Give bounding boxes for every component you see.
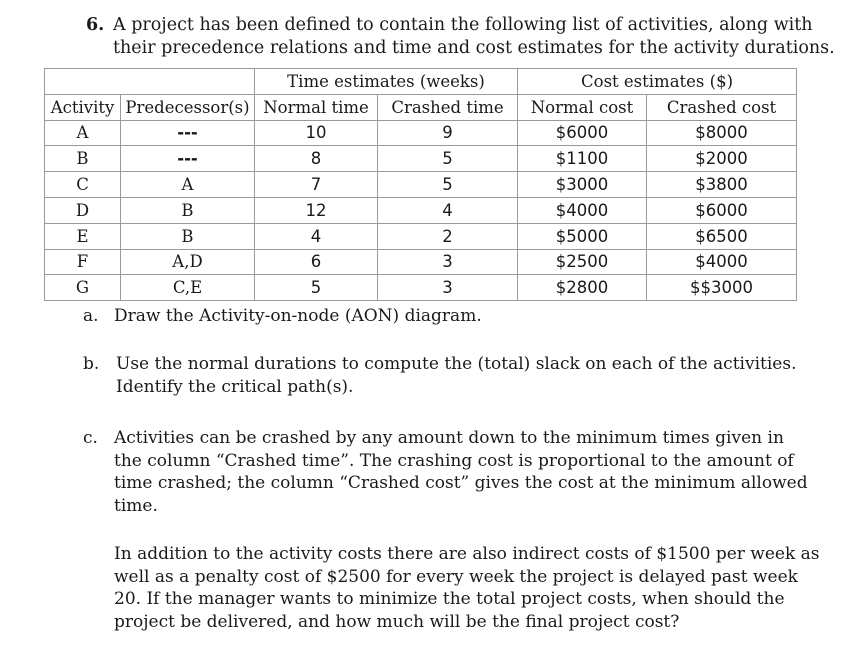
- cell-crashed-cost: $4000: [647, 249, 797, 275]
- cell-activity: E: [45, 223, 121, 249]
- cell-crashed-cost: $6000: [647, 197, 797, 223]
- cell-predecessors: A,D: [121, 249, 255, 275]
- cell-normal-time: 10: [255, 120, 378, 146]
- header-blank: [45, 69, 255, 95]
- cell-activity: B: [45, 146, 121, 172]
- cell-predecessors: C,E: [121, 275, 255, 301]
- problem-number: 6.: [86, 15, 105, 35]
- cost-estimates-header: Cost estimates ($): [518, 69, 797, 95]
- cell-normal-cost: $2800: [518, 275, 647, 301]
- cell-crashed-time: 3: [378, 249, 518, 275]
- cell-activity: A: [45, 120, 121, 146]
- cell-predecessors: B: [121, 223, 255, 249]
- cell-crashed-cost: $8000: [647, 120, 797, 146]
- cell-crashed-cost: $$3000: [647, 275, 797, 301]
- cell-normal-time: 12: [255, 197, 378, 223]
- table-row: [45, 197, 797, 223]
- col-normal-time: Normal time: [255, 94, 378, 120]
- col-crashed-time: Crashed time: [378, 94, 518, 120]
- part-c-label: c.: [83, 428, 98, 448]
- cell-crashed-time: 4: [378, 197, 518, 223]
- cell-normal-time: 5: [255, 275, 378, 301]
- cell-crashed-cost: $3800: [647, 172, 797, 198]
- intro-line-2: their precedence relations and time and cost estimates for the activity durations.: [113, 38, 835, 58]
- column-header-row: [45, 94, 797, 120]
- cell-normal-time: 8: [255, 146, 378, 172]
- table-row: [45, 275, 797, 301]
- time-estimates-header: Time estimates (weeks): [255, 69, 518, 95]
- cell-crashed-cost: $6500: [647, 223, 797, 249]
- group-header-row: [45, 69, 797, 95]
- cell-normal-cost: $2500: [518, 249, 647, 275]
- part-c-text: Activities can be crashed by any amount down to the minimum times given in the column “Crashed time”. The crashing cost is proportional to the amount of time crashed; the column “Crashed cost” gives the cost at the minimum allowed time.: [114, 428, 808, 516]
- col-crashed-cost: Crashed cost: [647, 94, 797, 120]
- table-row: [45, 223, 797, 249]
- part-a-label: a.: [83, 306, 99, 326]
- cell-crashed-time: 5: [378, 146, 518, 172]
- cell-normal-cost: $3000: [518, 172, 647, 198]
- part-b-text: Use the normal durations to compute the (total) slack on each of the activities. Identify the critical path(s).: [116, 354, 797, 397]
- part-a-text: Draw the Activity-on-node (AON) diagram.: [114, 306, 482, 326]
- cell-predecessors: B: [121, 197, 255, 223]
- cell-crashed-time: 9: [378, 120, 518, 146]
- cell-normal-time: 7: [255, 172, 378, 198]
- table-row: [45, 146, 797, 172]
- col-normal-cost: Normal cost: [518, 94, 647, 120]
- cell-normal-cost: $6000: [518, 120, 647, 146]
- part-b-label: b.: [83, 354, 100, 374]
- estimates-table: [44, 68, 797, 301]
- cell-crashed-time: 3: [378, 275, 518, 301]
- cell-crashed-cost: $2000: [647, 146, 797, 172]
- cell-activity: C: [45, 172, 121, 198]
- problem-statement: [86, 14, 835, 60]
- table-row: [45, 120, 797, 146]
- table-row: [45, 172, 797, 198]
- cell-activity: G: [45, 275, 121, 301]
- cell-normal-time: 4: [255, 223, 378, 249]
- cell-crashed-time: 2: [378, 223, 518, 249]
- cell-normal-cost: $4000: [518, 197, 647, 223]
- intro-line-1: 6. A project has been defined to contain the following list of activities, along with: [86, 15, 813, 35]
- cell-crashed-time: 5: [378, 172, 518, 198]
- cell-predecessors: A: [121, 172, 255, 198]
- cell-activity: F: [45, 249, 121, 275]
- col-predecessors: Predecessor(s): [121, 94, 255, 120]
- cell-activity: D: [45, 197, 121, 223]
- part-c-continued-text: In addition to the activity costs there are also indirect costs of $1500 per week as well as a penalty cost of $2500 for every week the project is delayed past week 20. If the manager wants to minimize the total project costs, when should the project be delivered, and how much will be the final project cost?: [114, 544, 820, 632]
- cell-normal-cost: $5000: [518, 223, 647, 249]
- cell-predecessors: ---: [121, 120, 255, 146]
- cell-normal-time: 6: [255, 249, 378, 275]
- cell-normal-cost: $1100: [518, 146, 647, 172]
- table-row: [45, 249, 797, 275]
- cell-predecessors: ---: [121, 146, 255, 172]
- col-activity: Activity: [45, 94, 121, 120]
